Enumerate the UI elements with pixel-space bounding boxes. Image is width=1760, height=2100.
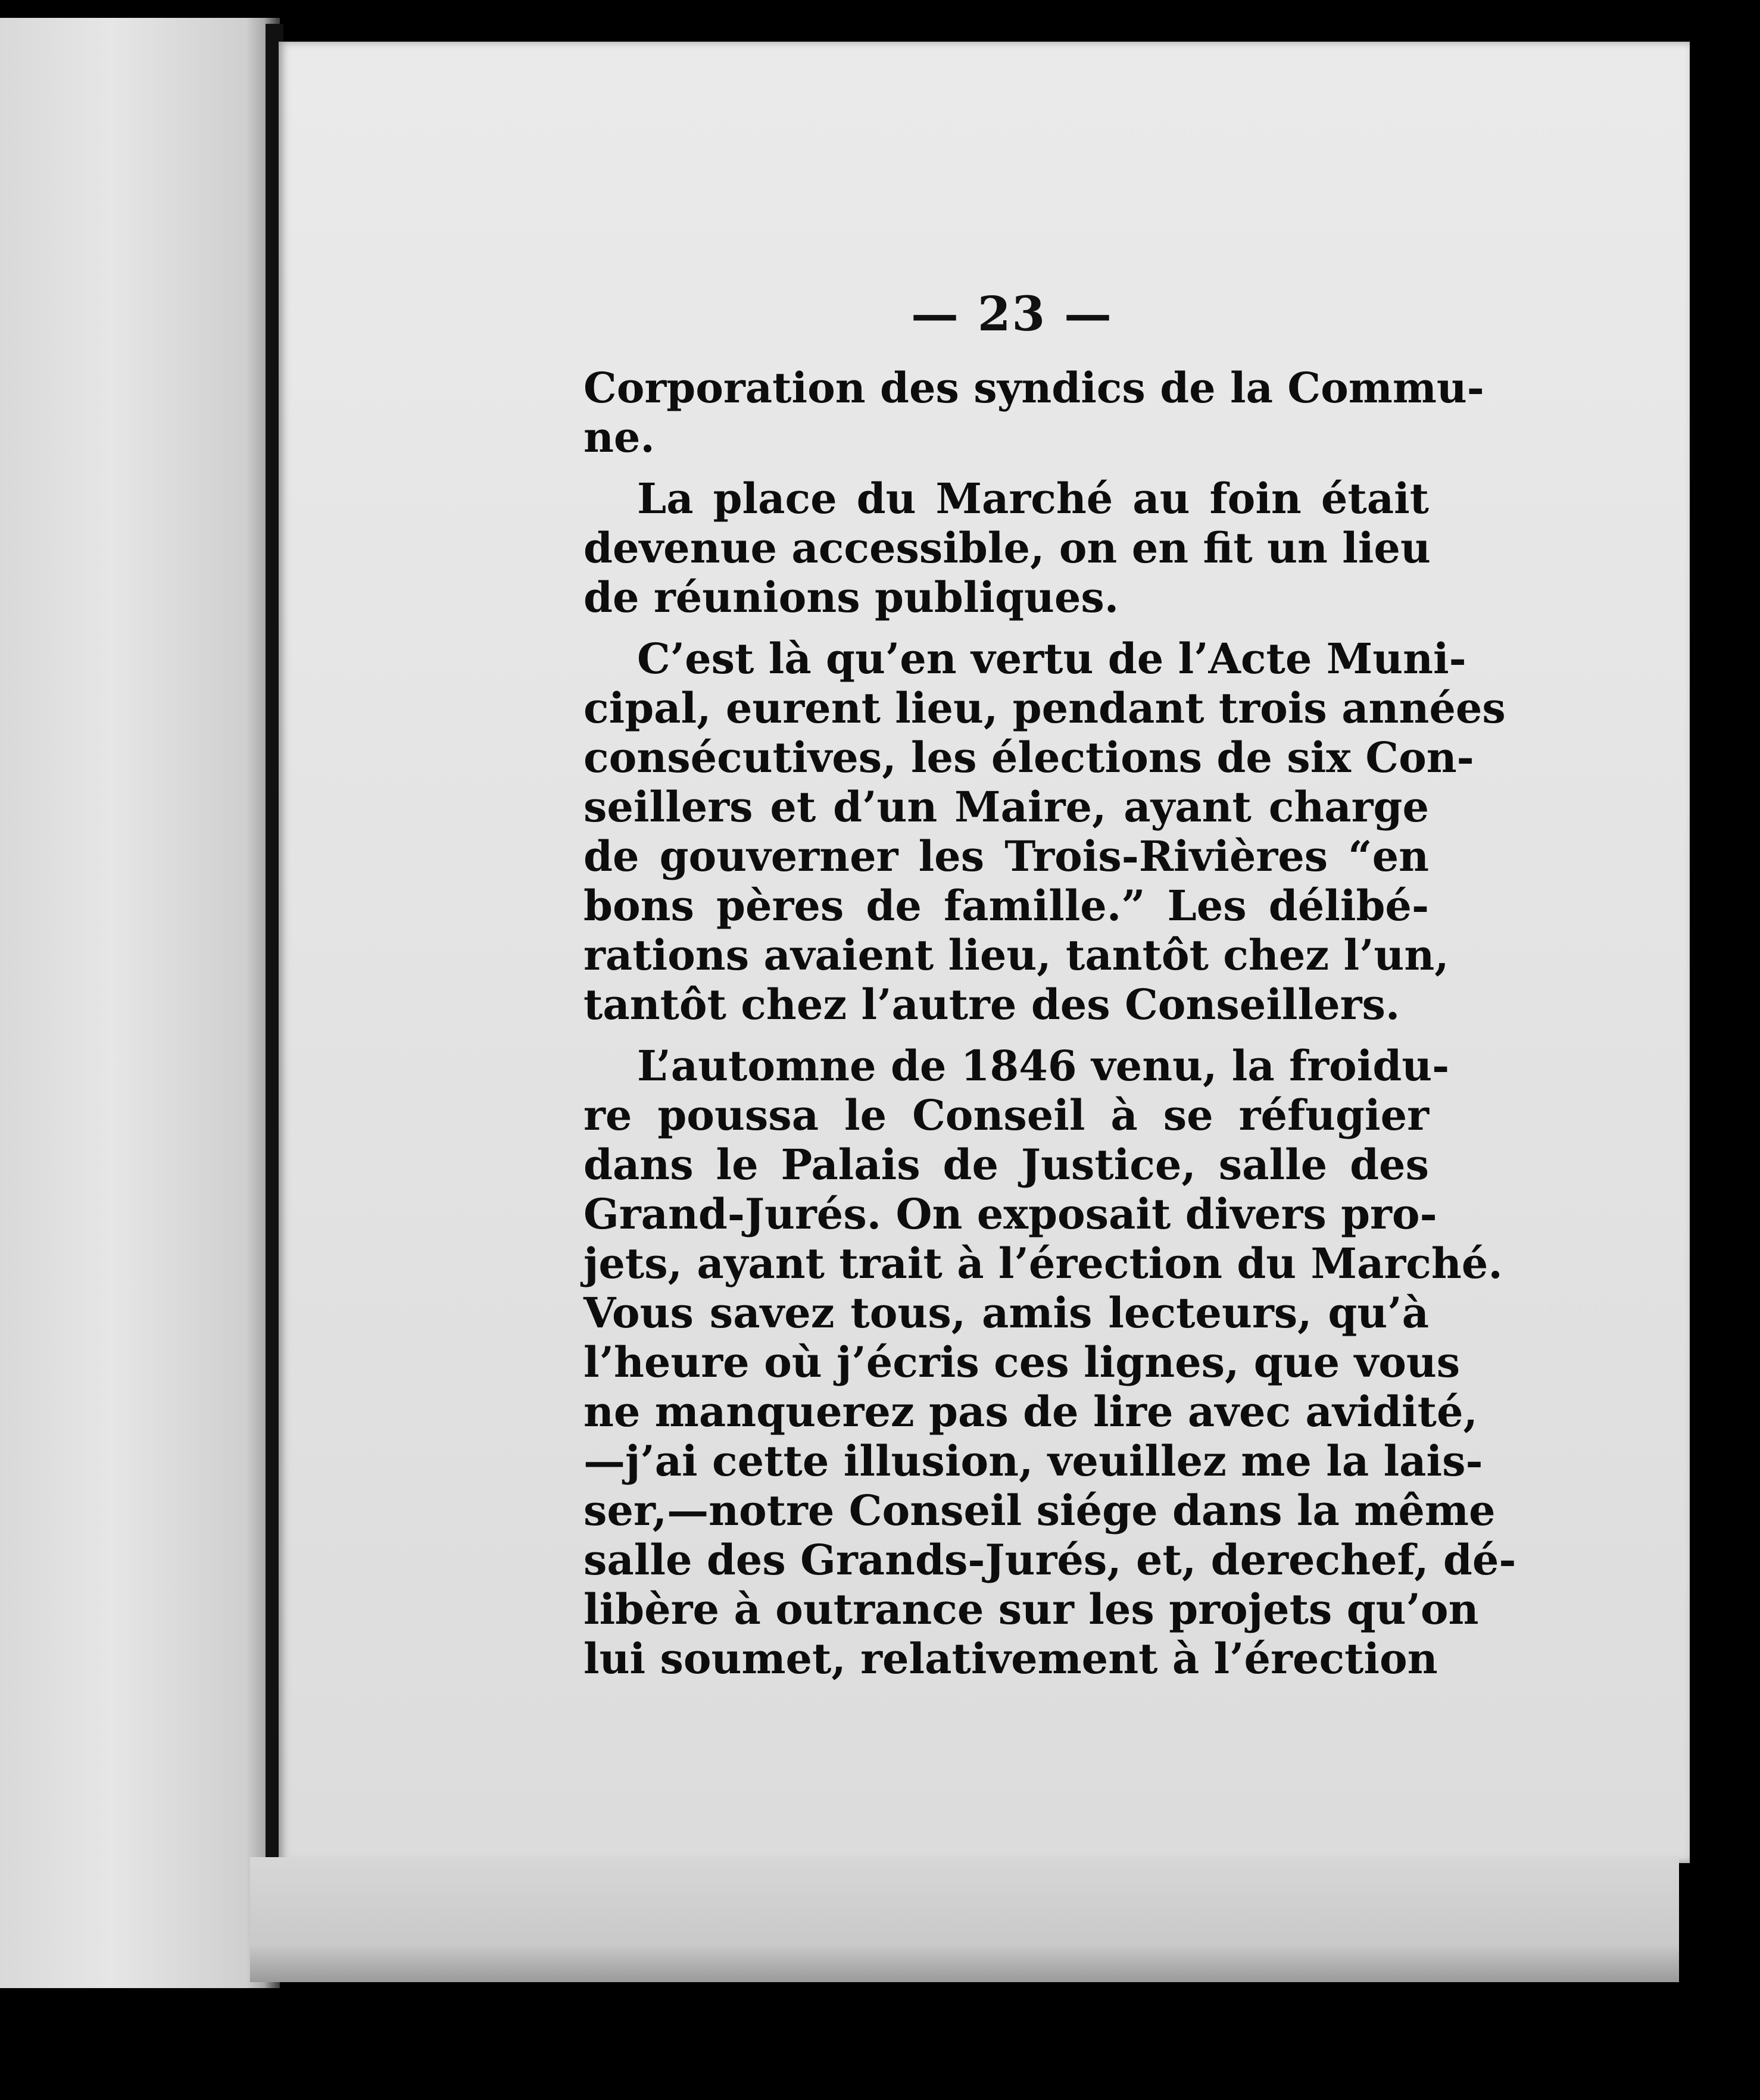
text-line: —j’ai cette illusion, veuillez me la lais-	[583, 1436, 1483, 1486]
paragraph	[583, 634, 1506, 1029]
text-line: La place du Marché au foin était	[637, 474, 1429, 523]
text-line: dans le Palais de Justice, salle des	[583, 1140, 1429, 1189]
text-line: de gouverner les Trois-Rivières “en	[583, 832, 1429, 881]
text-line: bons pères de famille.” Les délibé-	[583, 881, 1429, 930]
text-line: ser,—notre Conseil siége dans la même	[583, 1486, 1496, 1535]
page-number: — 23 —	[911, 286, 1113, 342]
text-line: Vous savez tous, amis lecteurs, qu’à	[583, 1288, 1429, 1338]
text-line: consécutives, les élections de six Con-	[583, 733, 1474, 782]
text-line: re poussa le Conseil à se réfugier	[583, 1090, 1429, 1140]
text-line: ne.	[583, 412, 655, 462]
text-line: L’automne de 1846 venu, la froidu-	[637, 1041, 1450, 1090]
text-line: rations avaient lieu, tantôt chez l’un,	[583, 930, 1449, 980]
paragraph	[583, 1041, 1516, 1683]
text-line: ne manquerez pas de lire avec avidité,	[583, 1387, 1478, 1436]
text-line: tantôt chez l’autre des Conseillers.	[583, 980, 1400, 1029]
text-line: salle des Grands-Jurés, et, derechef, dé-	[583, 1535, 1516, 1585]
paragraph	[583, 363, 1484, 462]
previous-page-edge	[0, 18, 280, 1988]
text-line: seillers et d’un Maire, ayant charge	[583, 782, 1429, 832]
text-line: l’heure où j’écris ces lignes, que vous	[583, 1338, 1461, 1387]
text-line: Corporation des syndics de la Commu-	[583, 363, 1484, 412]
text-line: C’est là qu’en vertu de l’Acte Muni-	[637, 634, 1466, 683]
body-text	[583, 363, 1516, 1683]
text-line: jets, ayant trait à l’érection du Marché.	[583, 1239, 1503, 1288]
text-line: devenue accessible, on en fit un lieu	[583, 523, 1431, 573]
text-line: cipal, eurent lieu, pendant trois années	[583, 683, 1506, 733]
page-stack-edge	[250, 1857, 1679, 1982]
text-line: de réunions publiques.	[583, 573, 1119, 622]
text-line: lui soumet, relativement à l’érection	[583, 1634, 1438, 1683]
text-line: libère à outrance sur les projets qu’on	[583, 1585, 1479, 1634]
text-line: Grand-Jurés. On exposait divers pro-	[583, 1189, 1437, 1239]
paragraph	[583, 474, 1429, 622]
